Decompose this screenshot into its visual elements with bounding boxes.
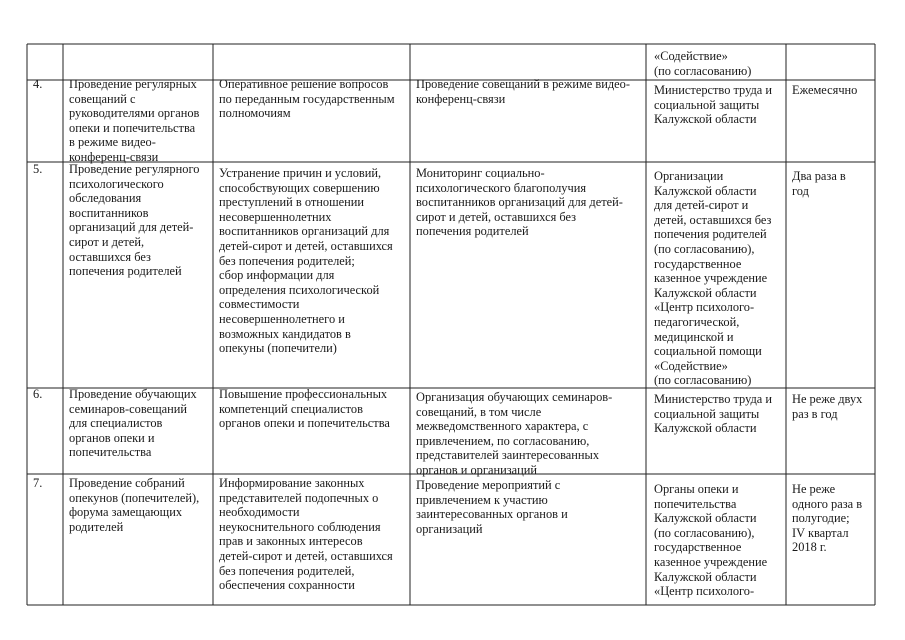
row-7-measures: Проведение мероприятий с привлечением к участию заинтересованных органов и организаций [416, 478, 568, 536]
row-6-period: Не реже двух раз в год [792, 392, 863, 421]
row-4-num: 4. [33, 77, 43, 91]
row-7-period: Не реже одного раза в полугодие; IV квартал 2018 г. [792, 482, 863, 555]
row-5-measures: Мониторинг социально- психологического благополучия воспитанников организаций для детей- сирот и детей, оставшихся без попечения родителей [416, 166, 623, 239]
row-6-executor: Министерство труда и социальной защиты Калужской области [654, 392, 773, 436]
row-4-goal: Оперативное решение вопросов по переданным государственным полномочиям [219, 77, 395, 121]
row-7-event: Проведение собраний опекунов (попечителей), форума замещающих родителей [69, 476, 200, 534]
row-5-executor: Организации Калужской области для детей-сирот и детей, оставшихся без попечения родителей (по согласованию), государственное казенное учреждение Калужской области «Центр психолого- педагогической, медицинской и социальной помощи «Содействие» (по согласованию) [654, 169, 772, 388]
row-4-measures: Проведение совещаний в режиме видео- конференц-связи [416, 77, 630, 106]
row-4-executor: Министерство труда и социальной защиты Калужской области [654, 83, 773, 127]
row-6-goal: Повышение профессиональных компетенций специалистов органов опеки и попечительства [219, 387, 390, 431]
row-5-period: Два раза в год [792, 169, 846, 198]
row-4-event: Проведение регулярных совещаний с руководителями органов опеки и попечительства в режиме видео- конференц-связи [69, 77, 200, 164]
row-7-goal: Информирование законных представителей подопечных о необходимости неукоснительного соблюдения прав и законных интересов детей-сирот и детей, оставшихся без попечения родителей, обеспечения сохранности [219, 476, 393, 593]
row-4-period: Ежемесячно [792, 83, 858, 97]
row-6-measures: Организация обучающих семинаров- совещаний, в том числе межведомственного характера, с привлечением, по согласованию, представителей заинтересованных органов и организаций [416, 390, 613, 477]
row-6-num: 6. [33, 387, 43, 401]
row-5-goal: Устранение причин и условий, способствующих совершению преступлений в отношении несовершеннолетних воспитанников организаций для детей-сирот и детей, оставшихся без попечения родителей; сбор информации для определения психологической совместимости несовершеннолетнего и возможных кандидатов в опекуны (попечители) [219, 166, 393, 356]
row-0-col5: «Содействие» (по согласованию) [654, 49, 752, 78]
row-7-executor: Органы опеки и попечительства Калужской области (по согласованию), государственное казенное учреждение Калужской области «Центр психолого- [654, 482, 768, 599]
row-5-num: 5. [33, 162, 43, 176]
row-5-event: Проведение регулярного психологического обследования воспитанников организаций для детей- сирот и детей, оставшихся без попечения родителей [69, 162, 200, 279]
row-6-event: Проведение обучающих семинаров-совещаний для специалистов органов опеки и попечительства [69, 387, 197, 460]
row-7-num: 7. [33, 476, 43, 490]
